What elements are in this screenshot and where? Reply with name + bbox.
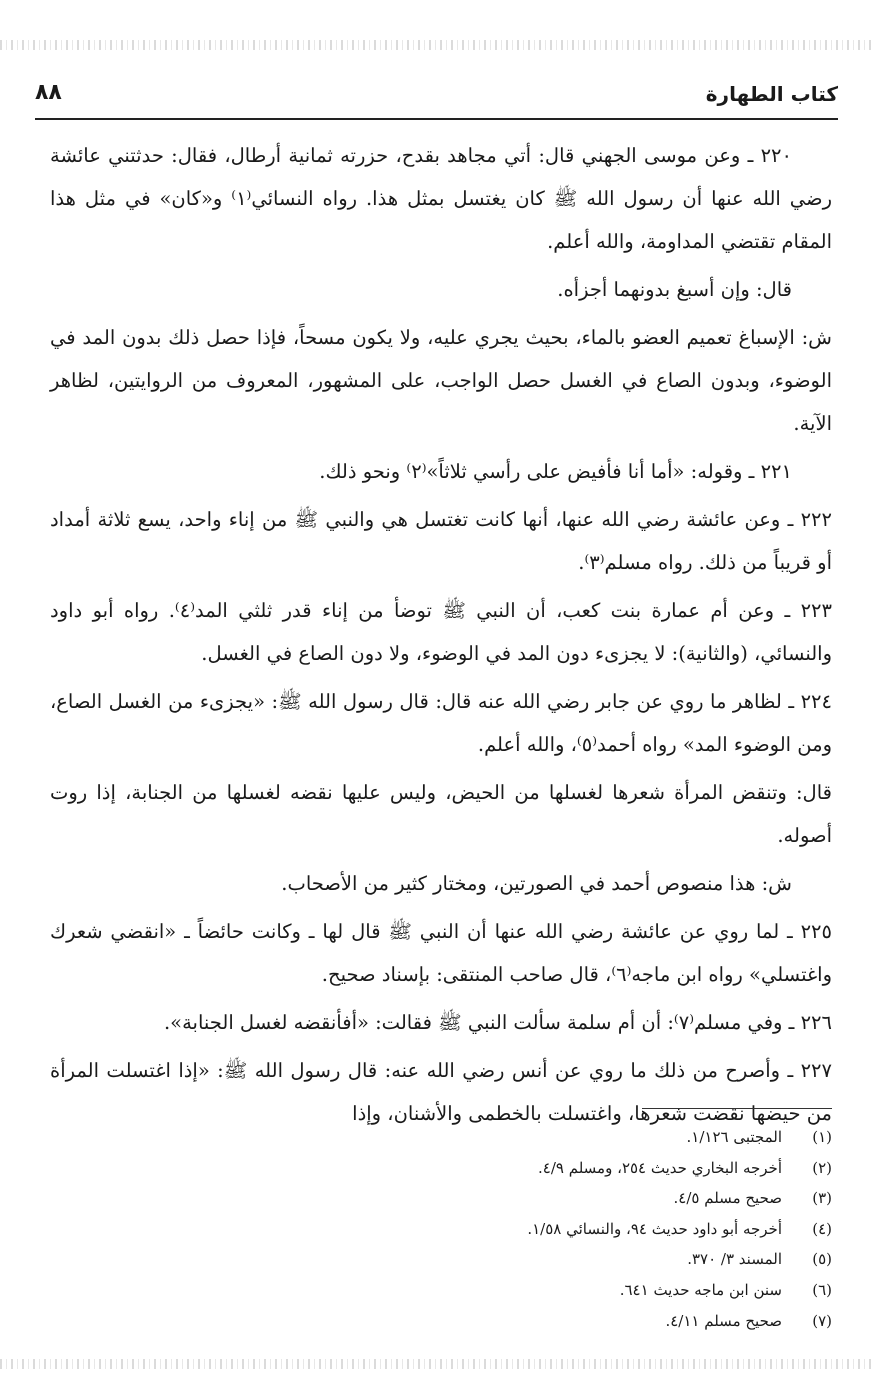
footnote-text: أخرجه البخاري حديث ٢٥٤، ومسلم ٤/٩.	[537, 1158, 782, 1177]
footnote-item	[50, 1306, 832, 1337]
footnote-number: (٦)	[812, 1280, 832, 1299]
footnote-text: المسند ٣/ ٣٧٠.	[687, 1250, 782, 1269]
scan-noise-bottom	[0, 1359, 873, 1369]
footnote-text: صحيح مسلم ٤/١١.	[665, 1311, 782, 1330]
main-text	[50, 134, 832, 1140]
page-number: ٨٨	[35, 80, 62, 105]
footnote-divider	[642, 1108, 832, 1109]
footnote-item	[50, 1153, 832, 1184]
footnote-item	[50, 1275, 832, 1306]
footnote-number: (٤)	[812, 1219, 832, 1238]
footnote-text: صحيح مسلم ٤/٥.	[673, 1189, 782, 1208]
hadith-221-paragraph: ٢٢١ ـ وقوله: «أما أنا فأفيض على رأسي ثلاثاً»⁽٢⁾ ونحو ذلك.	[319, 460, 792, 483]
header-divider	[35, 118, 838, 120]
hadith-226-paragraph: ٢٢٦ ـ وفي مسلم⁽٧⁾: أن أم سلمة سألت النبي ﷺ فقالت: «أفأنقضه لغسل الجنابة».	[163, 1011, 832, 1034]
footnote-item	[50, 1214, 832, 1245]
page-header	[35, 76, 838, 112]
footnote-text: سنن ابن ماجه حديث ٦٤١.	[619, 1280, 782, 1299]
footnote-text: المجتبى ١/١٢٦.	[686, 1128, 782, 1146]
hadith-222-paragraph: ٢٢٢ ـ وعن عائشة رضي الله عنها، أنها كانت تغتسل هي والنبي ﷺ من إناء واحد، يسع ثلاثة أمداد أو قريباً من ذلك. رواه مسلم⁽٣⁾.	[50, 508, 832, 574]
sharh-paragraph: ش: هذا منصوص أحمد في الصورتين، ومختار كثير من الأصحاب.	[281, 872, 792, 895]
matn-paragraph: قال: وتنقض المرأة شعرها لغسلها من الحيض، وليس عليها نقضه لغسلها من الجنابة، إذا روت أصوله.	[50, 781, 832, 847]
sharh-paragraph: ش: الإسباغ تعميم العضو بالماء، بحيث يجري عليه، ولا يكون مسحاً، فإذا حصل ذلك بدون المد في الوضوء، وبدون الصاع في الغسل حصل الواجب، على المشهور، المعروف من الروايتين، لظاهر الآية.	[50, 326, 832, 435]
footnote-item	[50, 1244, 832, 1275]
footnote-item	[50, 1183, 832, 1214]
hadith-223-paragraph: ٢٢٣ ـ وعن أم عمارة بنت كعب، أن النبي ﷺ توضأ من إناء قدر ثلثي المد⁽٤⁾. رواه أبو داود والنسائي، (والثانية): لا يجزىء دون المد في الوضوء، ولا دون الصاع في الغسل.	[50, 599, 832, 665]
footnote-number: (٣)	[812, 1189, 832, 1208]
book-title: كتاب الطهارة	[705, 82, 838, 106]
hadith-224-paragraph: ٢٢٤ ـ لظاهر ما روي عن جابر رضي الله عنه قال: قال رسول الله ﷺ: «يجزىء من الغسل الصاع، ومن الوضوء المد» رواه أحمد⁽٥⁾، والله أعلم.	[50, 690, 832, 756]
footnote-text: أخرجه أبو داود حديث ٩٤، والنسائي ١/٥٨.	[527, 1219, 782, 1238]
footnote-number: (٥)	[812, 1250, 832, 1269]
hadith-225-paragraph: ٢٢٥ ـ لما روي عن عائشة رضي الله عنها أن النبي ﷺ قال لها ـ وكانت حائضاً ـ «انقضي شعرك واغتسلي» رواه ابن ماجه⁽٦⁾، قال صاحب المنتقى: بإسناد صحيح.	[50, 920, 832, 986]
hadith-220-paragraph: ٢٢٠ ـ وعن موسى الجهني قال: أتي مجاهد بقدح، حزرته ثمانية أرطال، فقال: حدثتني عائشة رضي الله عنها أن رسول الله ﷺ كان يغتسل بمثل هذا. رواه النسائي⁽١⁾ و«كان» في مثل هذا المقام تقتضي المداومة، والله أعلم.	[50, 144, 832, 253]
footnote-number: (٧)	[812, 1311, 832, 1330]
footnotes	[50, 1122, 832, 1336]
matn-paragraph: قال: وإن أسبغ بدونهما أجزأه.	[557, 278, 792, 301]
footnote-number: (١)	[812, 1128, 832, 1146]
scan-noise-top	[0, 40, 873, 50]
footnote-number: (٢)	[812, 1158, 832, 1177]
hadith-227-paragraph: ٢٢٧ ـ وأصرح من ذلك ما روي عن أنس رضي الله عنه: قال رسول الله ﷺ: «إذا اغتسلت المرأة من حيضها نقضت شعرها، واغتسلت بالخطمى والأشنان، وإذا	[50, 1059, 832, 1125]
footnote-item	[50, 1122, 832, 1153]
